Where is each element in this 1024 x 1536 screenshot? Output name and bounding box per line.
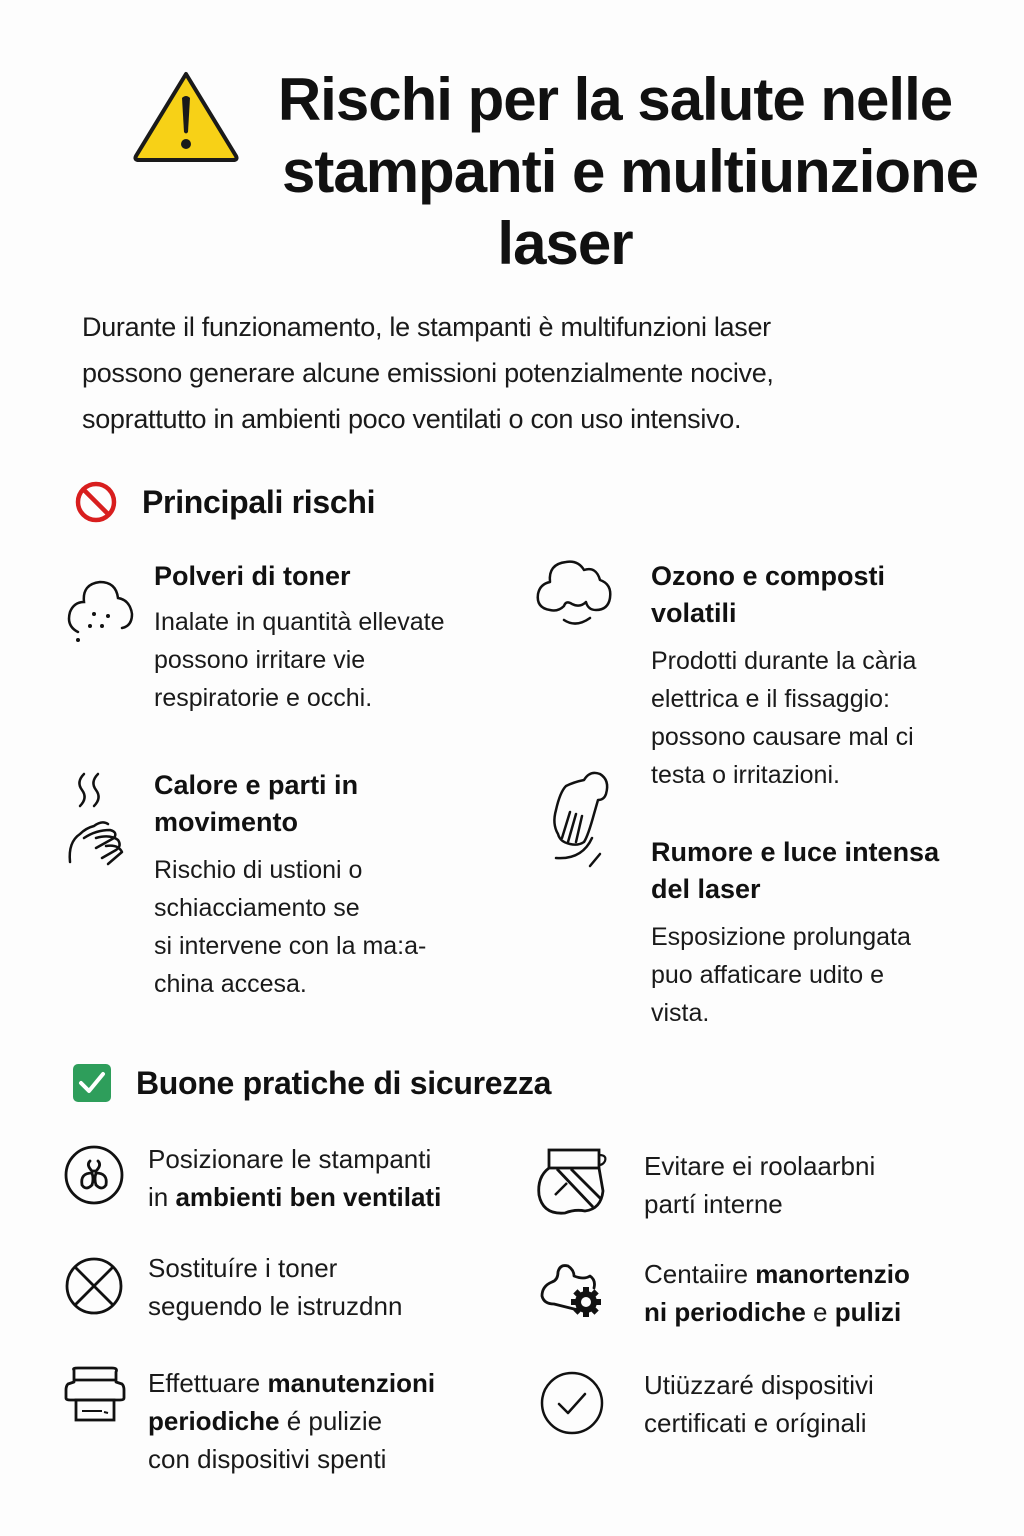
practice-line: [644, 1293, 984, 1331]
internal-parts-icon: [535, 1147, 611, 1219]
practice-line: partí interne: [644, 1189, 783, 1219]
practice-text: Effettuare: [148, 1368, 268, 1398]
practice-line: Sostituíre i toner: [148, 1253, 338, 1283]
intro-line: possono generare alcune emissioni potenzialmente nocive,: [82, 358, 774, 388]
practice-line: [148, 1178, 508, 1216]
practice-item-toner-replace: [148, 1249, 508, 1325]
risks-section-header: [74, 480, 375, 524]
practice-text-bold: periodiche: [148, 1406, 280, 1436]
dust-cloud-icon: [64, 570, 136, 650]
practice-line: [148, 1364, 508, 1402]
practice-line: seguendo le istruzdnn: [148, 1291, 403, 1321]
practices-section-header: [72, 1063, 551, 1103]
title-line: laser: [497, 210, 633, 277]
title-line: stampanti e multiunzione: [281, 138, 979, 205]
risk-item-ozone: [651, 558, 991, 794]
practice-text-bold: pulizi: [834, 1297, 902, 1327]
risk-desc-line: testa o irritazioni.: [651, 761, 840, 789]
risk-title: del laser: [651, 874, 761, 904]
page-title: [200, 64, 1020, 280]
practice-item-internal-parts: [644, 1147, 974, 1223]
practice-text-bold: manortenzio: [755, 1259, 910, 1289]
intro-line: Durante il funzionamento, le stampanti è multifunzioni laser: [82, 312, 771, 342]
practice-line: [148, 1402, 508, 1440]
risk-desc-line: elettrica e il fissaggio:: [651, 685, 891, 713]
intro-paragraph: [82, 304, 942, 442]
risk-desc-line: si intervene con la ma:a-: [154, 932, 427, 960]
risk-desc-line: possono irritare vie: [154, 646, 366, 674]
practice-line: [644, 1255, 984, 1293]
section-heading: Buone pratiche di sicurezza: [136, 1064, 552, 1101]
risk-title: Ozono e composti: [651, 561, 886, 591]
printer-icon: [64, 1366, 126, 1424]
hand-vibration-icon: [548, 770, 612, 880]
practice-line: Evitare ei roolaarbni: [644, 1151, 876, 1181]
practice-text: in: [148, 1182, 176, 1212]
practice-line: Posizionare le stampanti: [148, 1144, 432, 1174]
ventilation-fan-icon: [62, 1143, 126, 1207]
practice-text: Centaiire: [644, 1259, 756, 1289]
section-heading: Principali rischi: [142, 483, 376, 520]
hand-gear-icon: [538, 1262, 606, 1322]
risk-desc-line: china accesa.: [154, 970, 307, 998]
risk-desc-line: Rischio di ustioni o: [154, 856, 363, 884]
practice-item-cleaning: [148, 1364, 508, 1478]
practice-text-bold: manutenzioni: [267, 1368, 436, 1398]
risk-item-noise-light: [651, 834, 991, 1032]
check-circle-icon: [540, 1372, 604, 1436]
risk-desc-line: puo affaticare udito e: [651, 961, 885, 989]
heat-hand-icon: [66, 770, 138, 850]
practice-item-certified: [644, 1366, 984, 1442]
risk-title: volatili: [651, 598, 737, 628]
practice-item-ventilation: [148, 1140, 508, 1216]
risk-desc-line: respiratorie e occhi.: [154, 684, 373, 712]
risk-title: Rumore e luce intensa: [651, 837, 940, 867]
practice-line: con dispositivi spenti: [148, 1444, 387, 1474]
risk-desc-line: Inalate in quantità ellevate: [154, 608, 445, 636]
prohibited-icon: [74, 480, 118, 524]
practice-line: Utiüzzaré dispositivi: [644, 1370, 874, 1400]
risk-item-heat: [154, 767, 494, 1003]
practice-text: é pulizie: [279, 1406, 383, 1436]
title-line: Rischi per la salute nelle: [277, 66, 953, 133]
intro-line: soprattutto in ambienti poco ventilati o con uso intensivo.: [82, 404, 742, 434]
risk-title: Polveri di toner: [154, 561, 351, 591]
risk-item-toner-dust: [154, 558, 504, 717]
practice-line: certificati e oríginali: [644, 1408, 867, 1438]
practice-text-bold: ambienti ben ventilati: [175, 1182, 442, 1212]
ozone-cloud-icon: [534, 552, 614, 632]
practice-text-bold: ni periodiche: [644, 1297, 806, 1327]
risk-desc-line: Prodotti durante la cària: [651, 647, 917, 675]
risk-title: Calore e parti in: [154, 770, 359, 800]
risk-desc-line: vista.: [651, 999, 710, 1027]
risk-desc-line: schiacciamento se: [154, 894, 360, 922]
risk-title: movimento: [154, 807, 299, 837]
risk-desc-line: possono causare mal ci: [651, 723, 914, 751]
crossed-circle-icon: [64, 1256, 128, 1320]
practice-text: e: [805, 1297, 835, 1327]
risk-desc-line: Esposizione prolungata: [651, 923, 911, 951]
checkbox-check-icon: [72, 1063, 112, 1103]
practice-item-maintenance: [644, 1255, 984, 1331]
